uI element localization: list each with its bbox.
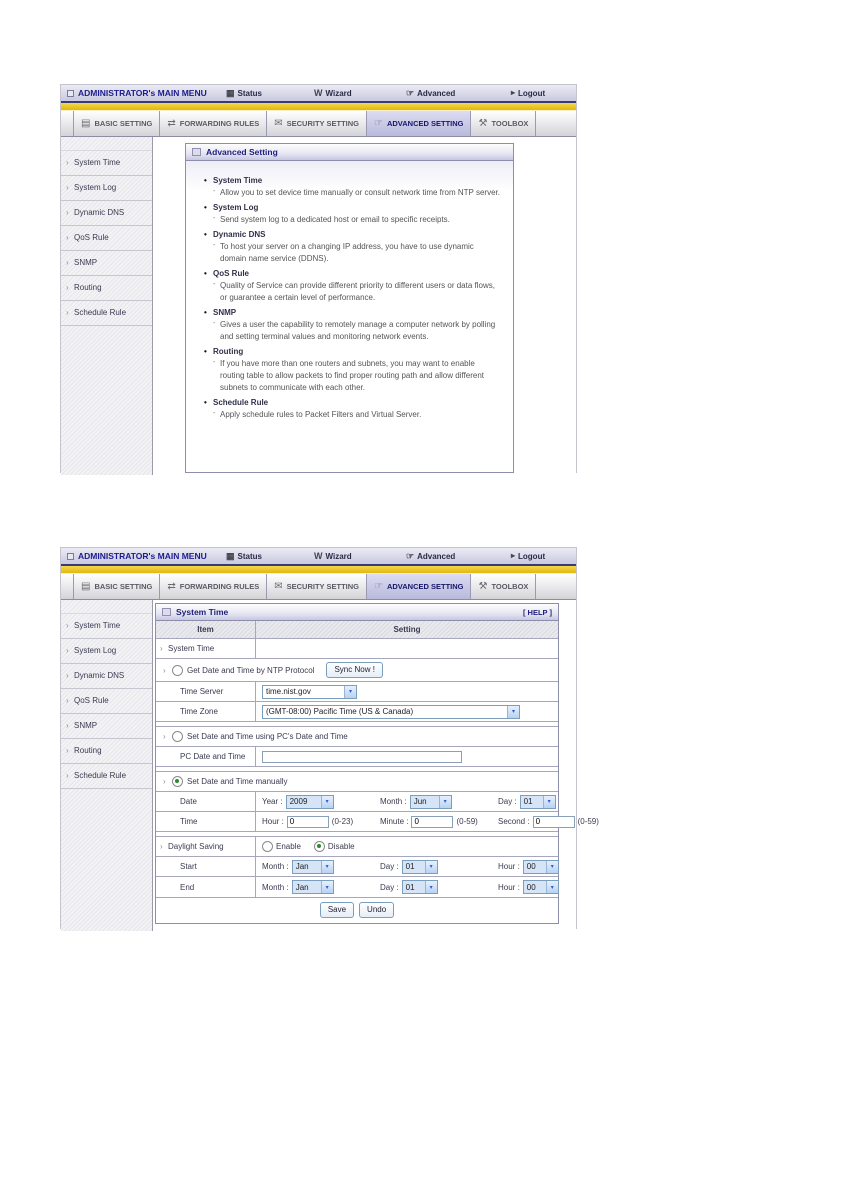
panel-square-icon xyxy=(162,608,171,616)
toolbox-icon: ⚒ xyxy=(478,580,488,592)
feature-list xyxy=(186,161,513,472)
tab-advanced-setting[interactable] xyxy=(367,111,472,136)
day-label: Day : xyxy=(498,797,517,806)
second-label: Second : xyxy=(498,817,530,826)
forwarding-rules-icon: ⇄ xyxy=(167,580,176,592)
chevron-down-icon: ▾ xyxy=(321,861,333,873)
advanced-icon: ☞ xyxy=(406,87,415,98)
panel-square-icon xyxy=(192,148,201,156)
feature-desc: - Gives a user the capability to remotely manage a computer network by polling and setting terminal values and monitoring network events. xyxy=(213,319,500,343)
start-month-label: Month : xyxy=(262,862,289,871)
feature-desc: - Allow you to set device time manually or consult network time from NTP server. xyxy=(213,187,500,199)
gold-divider-bar xyxy=(61,103,576,111)
table-row-daylight-end xyxy=(156,877,558,897)
tab-security-setting[interactable] xyxy=(267,574,367,599)
end-month-value: Jan xyxy=(295,882,309,892)
sidebar-item-routing[interactable]: › Routing xyxy=(61,739,152,764)
end-day-select[interactable] xyxy=(402,880,438,894)
day-select[interactable] xyxy=(520,795,556,809)
basic-setting-icon: ▤ xyxy=(81,117,91,129)
admin-menu-bar xyxy=(61,548,576,566)
chevron-down-icon: ▾ xyxy=(321,796,333,808)
end-hour-select[interactable] xyxy=(523,880,559,894)
table-row-date xyxy=(156,792,558,812)
status-icon: ▦ xyxy=(226,550,235,561)
table-row-pc-time-option xyxy=(156,727,558,747)
panel-title: System Time xyxy=(176,607,229,617)
sidebar-item-system-log[interactable]: › System Log xyxy=(61,639,152,664)
table-header-row xyxy=(156,621,558,639)
time-server-value: time.nist.gov xyxy=(266,687,311,696)
year-select[interactable] xyxy=(286,795,334,809)
year-value: 2009 xyxy=(289,797,308,806)
start-day-group xyxy=(380,860,495,874)
table-row-manual-option xyxy=(156,772,558,792)
end-hour-group xyxy=(498,880,559,894)
table-row-ntp-option xyxy=(156,659,558,682)
menu-item-wizard[interactable] xyxy=(314,548,352,564)
advanced-setting-icon: ☞ xyxy=(373,117,383,129)
window-icon xyxy=(67,90,74,97)
menu-item-logout-label: Logout xyxy=(518,88,546,98)
end-hour-value: 00 xyxy=(526,882,536,892)
table-row-time xyxy=(156,812,599,832)
hour-input[interactable] xyxy=(287,816,329,828)
menu-item-advanced-label: Advanced xyxy=(417,88,456,98)
manual-option-label: › Set Date and Time manually xyxy=(187,777,288,786)
security-setting-icon: ✉ xyxy=(274,117,283,129)
panel-title: Advanced Setting xyxy=(206,147,278,157)
sync-now-button[interactable]: Sync Now ! xyxy=(326,662,382,678)
wizard-icon: W xyxy=(314,550,323,561)
list-item xyxy=(202,397,503,421)
sidebar-item-system-log[interactable]: › System Log xyxy=(61,176,152,201)
feature-title: • Schedule Rule xyxy=(202,397,503,409)
save-button[interactable]: Save xyxy=(320,902,354,918)
start-hour-label: Hour : xyxy=(498,862,520,871)
hour-range: (0-23) xyxy=(331,817,354,826)
list-item xyxy=(202,268,503,304)
end-month-group xyxy=(262,880,377,894)
feature-title: • QoS Rule xyxy=(202,268,503,280)
table-row-daylight-start xyxy=(156,857,558,877)
ntp-radio[interactable] xyxy=(172,665,183,676)
main-content-area xyxy=(153,600,599,931)
feature-title: • System Log xyxy=(202,202,503,214)
admin-main-menu-title xyxy=(67,548,207,564)
table-row-time-zone xyxy=(156,702,558,722)
menu-item-status[interactable] xyxy=(226,85,262,101)
pc-time-option-label: › Set Date and Time using PC's Date and Time xyxy=(187,732,348,741)
chevron-down-icon: ▾ xyxy=(546,861,558,873)
feature-desc: - Quality of Service can provide different priority to different users or data flows, or guarantee a certain level of performance. xyxy=(213,280,500,304)
feature-title: • SNMP xyxy=(202,307,503,319)
admin-main-menu-label: ADMINISTRATOR's MAIN MENU xyxy=(78,551,207,561)
chevron-down-icon: ▾ xyxy=(425,861,437,873)
tab-security-setting[interactable] xyxy=(267,111,367,136)
time-server-setting xyxy=(256,682,558,701)
pc-date-time-setting xyxy=(256,747,558,766)
second-group xyxy=(498,816,599,828)
logout-arrow-icon: ▸ xyxy=(511,88,516,97)
sidebar-item-system-time[interactable]: › System Time xyxy=(61,150,152,176)
tab-advanced-setting[interactable] xyxy=(367,574,472,599)
chevron-down-icon: ▾ xyxy=(321,881,333,893)
pc-time-radio[interactable] xyxy=(172,731,183,742)
end-month-select[interactable] xyxy=(292,880,334,894)
table-row-time-server xyxy=(156,682,558,702)
tab-advanced-setting-label: ADVANCED SETTING xyxy=(386,582,464,591)
logout-arrow-icon: ▸ xyxy=(511,551,516,560)
help-link[interactable]: [ HELP ] xyxy=(522,607,552,617)
menu-item-status-label: Status xyxy=(237,88,262,98)
list-item xyxy=(202,202,503,226)
panel-header xyxy=(156,604,558,621)
start-hour-group xyxy=(498,860,559,874)
date-label: Date xyxy=(156,792,256,811)
month-value: Jun xyxy=(413,797,427,806)
minute-input[interactable] xyxy=(411,816,453,828)
sidebar-item-qos-rule[interactable]: › QoS Rule xyxy=(61,226,152,251)
pc-date-time-label: PC Date and Time xyxy=(156,747,256,766)
year-label: Year : xyxy=(262,797,283,806)
sidebar-item-snmp[interactable]: › SNMP xyxy=(61,714,152,739)
month-label: Month : xyxy=(380,797,407,806)
end-hour-label: Hour : xyxy=(498,882,520,892)
daylight-saving-setting xyxy=(256,837,558,856)
manual-option-cell xyxy=(156,772,558,791)
daylight-saving-label: › Daylight Saving xyxy=(156,837,256,856)
main-tab-bar xyxy=(61,111,576,137)
sidebar-item-schedule-rule[interactable]: › Schedule Rule xyxy=(61,764,152,789)
tab-toolbox-label: TOOLBOX xyxy=(491,119,529,128)
column-header-setting: Setting xyxy=(256,621,558,638)
system-time-panel xyxy=(155,603,599,924)
feature-title: • Dynamic DNS xyxy=(202,229,503,241)
tab-basic-setting[interactable] xyxy=(73,111,160,136)
feature-desc: - If you have more than one routers and subnets, you may want to enable routing table to allow packets to find proper routing path and allow different subnets to communicate with each other. xyxy=(213,358,500,394)
menu-item-logout[interactable] xyxy=(511,85,545,101)
daylight-enable-label: Enable xyxy=(276,842,301,851)
menu-item-advanced-label: Advanced xyxy=(417,551,456,561)
security-setting-icon: ✉ xyxy=(274,580,283,592)
system-time-row-label: › System Time xyxy=(156,639,256,658)
time-server-label: Time Server xyxy=(156,682,256,701)
time-zone-select[interactable] xyxy=(262,705,520,719)
sidebar-item-dynamic-dns[interactable]: › Dynamic DNS xyxy=(61,201,152,226)
sidebar-item-qos-rule[interactable]: › QoS Rule xyxy=(61,689,152,714)
tab-basic-setting[interactable] xyxy=(73,574,160,599)
tab-forwarding-rules[interactable] xyxy=(160,111,267,136)
start-month-value: Jan xyxy=(295,862,309,871)
column-header-item: Item xyxy=(156,621,256,638)
sidebar-menu xyxy=(61,137,153,475)
system-time-row-setting xyxy=(256,639,558,658)
tab-security-setting-label: SECURITY SETTING xyxy=(286,119,359,128)
menu-item-advanced[interactable] xyxy=(406,85,455,101)
table-row-daylight-saving xyxy=(156,837,558,857)
admin-main-menu-label: ADMINISTRATOR's MAIN MENU xyxy=(78,88,207,98)
ntp-option-cell xyxy=(156,659,558,681)
start-hour-value: 00 xyxy=(526,862,536,871)
tab-basic-setting-label: BASIC SETTING xyxy=(94,582,153,591)
daylight-disable-label: Disable xyxy=(327,842,355,851)
start-month-select[interactable] xyxy=(292,860,334,874)
menu-item-wizard-label: Wizard xyxy=(325,551,352,561)
window-icon xyxy=(67,553,74,560)
table-row-system-time xyxy=(156,639,558,659)
advanced-setting-icon: ☞ xyxy=(373,580,383,592)
sidebar-item-system-time[interactable]: › System Time xyxy=(61,613,152,639)
sidebar-item-snmp[interactable]: › SNMP xyxy=(61,251,152,276)
gold-divider-bar xyxy=(61,566,576,574)
time-zone-label: Time Zone xyxy=(156,702,256,721)
list-item xyxy=(202,229,503,265)
minute-group xyxy=(380,816,495,828)
chevron-down-icon: ▾ xyxy=(507,706,519,718)
menu-item-logout[interactable] xyxy=(511,548,545,564)
action-button-row xyxy=(156,897,558,923)
date-setting xyxy=(256,792,562,811)
daylight-start-label: Start xyxy=(156,857,256,876)
tab-forwarding-rules[interactable] xyxy=(160,574,267,599)
second-range: (0-59) xyxy=(577,817,599,826)
pc-time-option-cell xyxy=(156,727,558,746)
panel-header xyxy=(186,144,513,161)
basic-setting-icon: ▤ xyxy=(81,580,91,592)
tab-forwarding-rules-label: FORWARDING RULES xyxy=(179,582,260,591)
admin-menu-bar xyxy=(61,85,576,103)
chevron-down-icon: ▾ xyxy=(344,686,356,698)
daylight-end-label: End xyxy=(156,877,256,897)
tab-basic-setting-label: BASIC SETTING xyxy=(94,119,153,128)
start-day-select[interactable] xyxy=(402,860,438,874)
end-month-label: Month : xyxy=(262,882,289,892)
daylight-enable-radio[interactable] xyxy=(262,841,273,852)
menu-item-wizard-label: Wizard xyxy=(325,88,352,98)
daylight-end-setting xyxy=(256,877,565,897)
hour-group xyxy=(262,816,377,828)
day-value: 01 xyxy=(523,797,533,806)
menu-item-status[interactable] xyxy=(226,548,262,564)
undo-button[interactable]: Undo xyxy=(359,902,394,918)
month-group xyxy=(380,795,495,809)
window-body xyxy=(61,600,599,931)
list-item xyxy=(202,175,503,199)
status-icon: ▦ xyxy=(226,87,235,98)
year-group xyxy=(262,795,377,809)
screenshot-advanced-setting-overview xyxy=(60,84,577,473)
main-tab-bar xyxy=(61,574,576,600)
month-select[interactable] xyxy=(410,795,452,809)
tab-advanced-setting-label: ADVANCED SETTING xyxy=(386,119,464,128)
second-input[interactable] xyxy=(533,816,575,828)
daylight-start-setting xyxy=(256,857,565,876)
admin-main-menu-title xyxy=(67,85,207,101)
feature-title: • Routing xyxy=(202,346,503,358)
screenshot-system-time-settings xyxy=(60,547,599,929)
feature-desc: - Send system log to a dedicated host or email to specific receipts. xyxy=(213,214,500,226)
tab-security-setting-label: SECURITY SETTING xyxy=(286,582,359,591)
tab-forwarding-rules-label: FORWARDING RULES xyxy=(179,119,260,128)
ntp-option-label: › Get Date and Time by NTP Protocol xyxy=(187,665,315,675)
sidebar-item-schedule-rule[interactable]: › Schedule Rule xyxy=(61,301,152,326)
toolbox-icon: ⚒ xyxy=(478,117,488,129)
pc-date-time-input[interactable] xyxy=(262,751,462,763)
sidebar-item-dynamic-dns[interactable]: › Dynamic DNS xyxy=(61,664,152,689)
main-content-area xyxy=(153,137,576,475)
end-day-group xyxy=(380,880,495,894)
time-setting xyxy=(256,812,605,831)
feature-desc: - To host your server on a changing IP address, you have to use dynamic domain name service (DDNS). xyxy=(213,241,500,265)
start-month-group xyxy=(262,860,377,874)
feature-desc: - Apply schedule rules to Packet Filters and Virtual Server. xyxy=(213,409,500,421)
tab-toolbox-label: TOOLBOX xyxy=(491,582,529,591)
window-body xyxy=(61,137,576,475)
sidebar-menu xyxy=(61,600,153,931)
daylight-disable-radio[interactable] xyxy=(314,841,325,852)
tab-toolbox[interactable] xyxy=(471,574,536,599)
chevron-down-icon: ▾ xyxy=(546,881,558,893)
menu-item-advanced[interactable] xyxy=(406,548,455,564)
end-day-label: Day : xyxy=(380,882,399,892)
minute-label: Minute : xyxy=(380,817,409,826)
table-row-pc-date-time xyxy=(156,747,558,767)
start-day-label: Day : xyxy=(380,862,399,871)
menu-item-status-label: Status xyxy=(237,551,262,561)
day-group xyxy=(498,795,556,809)
time-zone-value: (GMT-08:00) Pacific Time (US & Canada) xyxy=(266,707,414,716)
feature-title: • System Time xyxy=(202,175,503,187)
tab-toolbox[interactable] xyxy=(471,111,536,136)
advanced-setting-panel xyxy=(185,143,514,473)
manual-radio[interactable] xyxy=(172,776,183,787)
menu-item-logout-label: Logout xyxy=(518,551,546,561)
menu-item-wizard[interactable] xyxy=(314,85,352,101)
time-label: Time xyxy=(156,812,256,831)
chevron-down-icon: ▾ xyxy=(439,796,451,808)
forwarding-rules-icon: ⇄ xyxy=(167,117,176,129)
sidebar-item-routing[interactable]: › Routing xyxy=(61,276,152,301)
hour-label: Hour : xyxy=(262,817,284,826)
minute-range: (0-59) xyxy=(456,817,478,826)
time-server-select[interactable] xyxy=(262,685,357,699)
chevron-down-icon: ▾ xyxy=(543,796,555,808)
list-item xyxy=(202,307,503,343)
wizard-icon: W xyxy=(314,87,323,98)
start-hour-select[interactable] xyxy=(523,860,559,874)
advanced-icon: ☞ xyxy=(406,550,415,561)
time-zone-setting xyxy=(256,702,558,721)
chevron-down-icon: ▾ xyxy=(425,881,437,893)
list-item xyxy=(202,346,503,394)
start-day-value: 01 xyxy=(405,862,415,871)
end-day-value: 01 xyxy=(405,882,415,892)
